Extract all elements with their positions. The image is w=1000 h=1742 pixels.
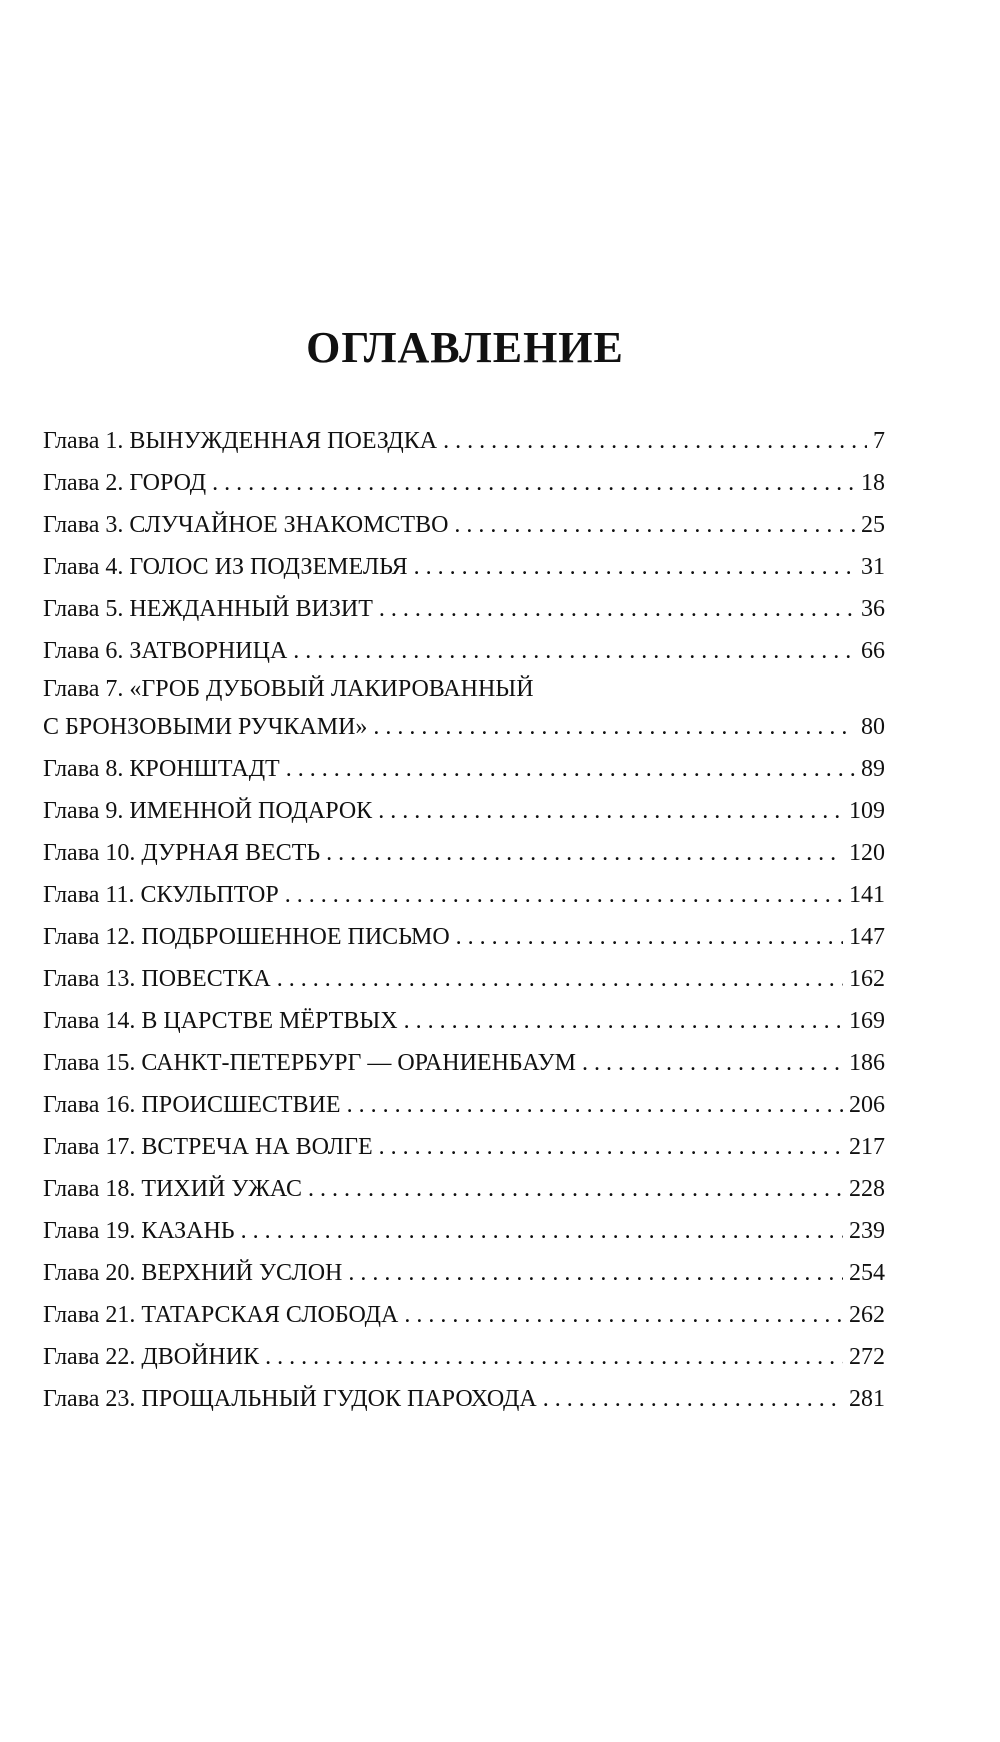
toc-entry-label: Глава 16. ПРОИСШЕСТВИЕ [43,1092,341,1118]
dot-leader [347,1084,843,1126]
toc-entry-last-line [43,706,885,748]
toc-entry-page: 7 [873,428,885,454]
dot-leader [414,546,855,588]
dot-leader [404,1000,843,1042]
toc-entry-label: Глава 23. ПРОЩАЛЬНЫЙ ГУДОК ПАРОХОДА [43,1386,537,1412]
toc-entry-23 [43,1378,885,1420]
dot-leader [285,874,843,916]
toc-entry-label: Глава 22. ДВОЙНИК [43,1344,260,1370]
toc-entry-22 [43,1336,885,1378]
toc-entry-label: Глава 20. ВЕРХНИЙ УСЛОН [43,1260,343,1286]
toc-entry-page: 272 [849,1344,885,1370]
toc-entry-page: 141 [849,882,885,908]
toc-entry-16 [43,1084,885,1126]
toc-entry-18 [43,1168,885,1210]
dot-leader [241,1210,843,1252]
dot-leader [443,420,867,462]
toc-entry-21 [43,1294,885,1336]
toc-entry-14 [43,1000,885,1042]
toc-entry-label: Глава 1. ВЫНУЖДЕННАЯ ПОЕЗДКА [43,428,438,454]
dot-leader [373,706,855,748]
toc-entry-page: 206 [849,1092,885,1118]
dot-leader [308,1168,843,1210]
toc-entry-19 [43,1210,885,1252]
toc-entry-page: 147 [849,924,885,950]
toc-entry-page: 18 [861,470,885,496]
dot-leader [326,832,843,874]
toc-entry-label: Глава 8. КРОНШТАДТ [43,756,280,782]
dot-leader [379,588,855,630]
toc-entry-page: 186 [849,1050,885,1076]
toc-entry-label: Глава 9. ИМЕННОЙ ПОДАРОК [43,798,373,824]
toc-entry-label: Глава 19. КАЗАНЬ [43,1218,235,1244]
toc-entry-20 [43,1252,885,1294]
dot-leader [348,1252,843,1294]
page-title: ОГЛАВЛЕНИЕ [306,323,624,372]
toc-entry-label: Глава 2. ГОРОД [43,470,207,496]
toc-entry-page: 169 [849,1008,885,1034]
toc-entry-3 [43,504,885,546]
dot-leader [212,462,855,504]
toc-entry-17 [43,1126,885,1168]
toc-entry-10 [43,832,885,874]
toc-entry-label: Глава 21. ТАТАРСКАЯ СЛОБОДА [43,1302,399,1328]
toc-entry-4 [43,546,885,588]
dot-leader [454,504,855,546]
toc-entry-page: 254 [849,1260,885,1286]
dot-leader [378,790,843,832]
toc-entry-page: 89 [861,756,885,782]
toc-entry-label: Глава 14. В ЦАРСТВЕ МЁРТВЫХ [43,1008,398,1034]
toc-entry-12 [43,916,885,958]
toc-entry-page: 25 [861,512,885,538]
toc-entry-label: Глава 5. НЕЖДАННЫЙ ВИЗИТ [43,596,373,622]
toc-entry-page: 262 [849,1302,885,1328]
toc-entry-9 [43,790,885,832]
toc-entry-page: 66 [861,638,885,664]
dot-leader [286,748,855,790]
dot-leader [293,630,855,672]
table-of-contents [43,420,885,1420]
toc-entry-8 [43,748,885,790]
toc-entry-page: 36 [861,596,885,622]
toc-entry-label-line2: С БРОНЗОВЫМИ РУЧКАМИ» [43,714,368,740]
toc-entry-page: 239 [849,1218,885,1244]
dot-leader [582,1042,843,1084]
dot-leader [265,1336,843,1378]
toc-entry-page: 109 [849,798,885,824]
toc-entry-6 [43,630,885,672]
toc-entry-page: 80 [861,714,885,740]
dot-leader [404,1294,843,1336]
toc-entry-label-line1: Глава 7. «ГРОБ ДУБОВЫЙ ЛАКИРОВАННЫЙ [43,676,534,702]
toc-entry-page: 31 [861,554,885,580]
toc-entry-page: 120 [849,840,885,866]
toc-entry-page: 217 [849,1134,885,1160]
toc-entry-label: Глава 6. ЗАТВОРНИЦА [43,638,288,664]
toc-entry-label: Глава 3. СЛУЧАЙНОЕ ЗНАКОМСТВО [43,512,449,538]
toc-entry-15 [43,1042,885,1084]
toc-entry-13 [43,958,885,1000]
toc-entry-7 [43,672,885,748]
toc-entry-label: Глава 10. ДУРНАЯ ВЕСТЬ [43,840,321,866]
toc-entry-11 [43,874,885,916]
toc-entry-label: Глава 17. ВСТРЕЧА НА ВОЛГЕ [43,1134,373,1160]
toc-entry-5 [43,588,885,630]
toc-entry-label: Глава 12. ПОДБРОШЕННОЕ ПИСЬМО [43,924,450,950]
toc-entry-label: Глава 11. СКУЛЬПТОР [43,882,279,908]
dot-leader [456,916,843,958]
toc-entry-label: Глава 15. САНКТ-ПЕТЕРБУРГ — ОРАНИЕНБАУМ [43,1050,576,1076]
toc-entry-1 [43,420,885,462]
toc-entry-page: 281 [849,1386,885,1412]
toc-entry-label: Глава 18. ТИХИЙ УЖАС [43,1176,302,1202]
toc-entry-page: 162 [849,966,885,992]
dot-leader [277,958,843,1000]
dot-leader [543,1378,843,1420]
toc-entry-page: 228 [849,1176,885,1202]
toc-entry-label: Глава 4. ГОЛОС ИЗ ПОДЗЕМЕЛЬЯ [43,554,408,580]
toc-entry-2 [43,462,885,504]
dot-leader [379,1126,843,1168]
toc-entry-label: Глава 13. ПОВЕСТКА [43,966,271,992]
